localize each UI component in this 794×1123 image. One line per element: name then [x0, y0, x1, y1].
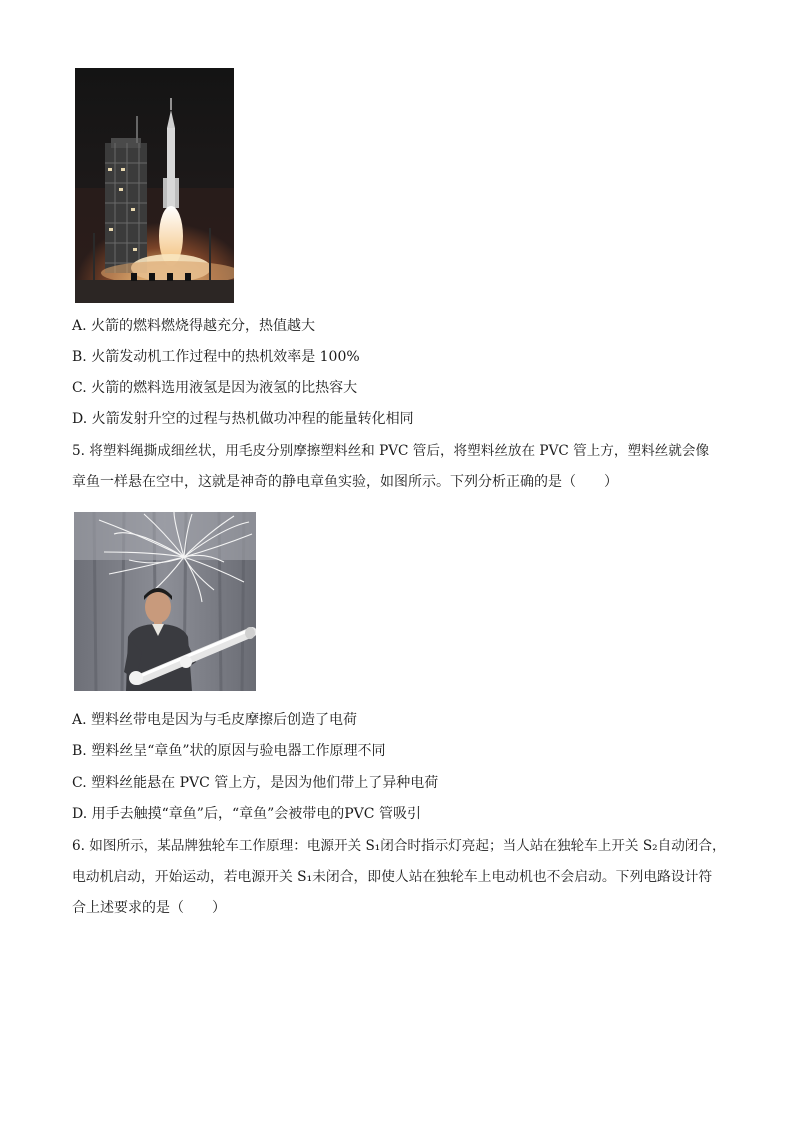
q4-option-a: A. 火箭的燃料燃烧得越充分，热值越大 [72, 318, 316, 334]
q4-option-c: C. 火箭的燃料选用液氢是因为液氢的比热容大 [72, 380, 358, 396]
q4-option-d: D. 火箭发射升空的过程与热机做功冲程的能量转化相同 [72, 411, 414, 427]
q4-option-b: B. 火箭发动机工作过程中的热机效率是 100% [72, 349, 360, 365]
q6-stem-line3: 合上述要求的是（ ） [72, 900, 226, 916]
q6-stem-line2: 电动机启动，开始运动，若电源开关 S₁未闭合，即使人站在独轮车上电动机也不会启动。下列电路设计符 [72, 869, 713, 885]
q5-stem-line2: 章鱼一样悬在空中，这就是神奇的静电章鱼实验，如图所示。下列分析正确的是（ ） [72, 474, 618, 490]
q5-option-d: D. 用手去触摸“章鱼”后，“章鱼”会被带电的PVC 管吸引 [72, 806, 421, 822]
q5-option-a: A. 塑料丝带电是因为与毛皮摩擦后创造了电荷 [72, 712, 358, 728]
rocket-launch-photo [75, 68, 234, 303]
electrostatic-octopus-photo [74, 512, 256, 691]
q6-stem-line1: 6. 如图所示，某品牌独轮车工作原理：电源开关 S₁闭合时指示灯亮起；当人站在独轮车上开关 S₂自动闭合， [72, 838, 726, 854]
q5-option-b: B. 塑料丝呈“章鱼”状的原因与验电器工作原理不同 [72, 743, 386, 759]
q5-option-c: C. 塑料丝能悬在 PVC 管上方，是因为他们带上了异种电荷 [72, 775, 439, 791]
q5-stem-line1: 5. 将塑料绳撕成细丝状，用毛皮分别摩擦塑料丝和 PVC 管后，将塑料丝放在 PVC 管上方，塑料丝就会像 [72, 443, 710, 459]
